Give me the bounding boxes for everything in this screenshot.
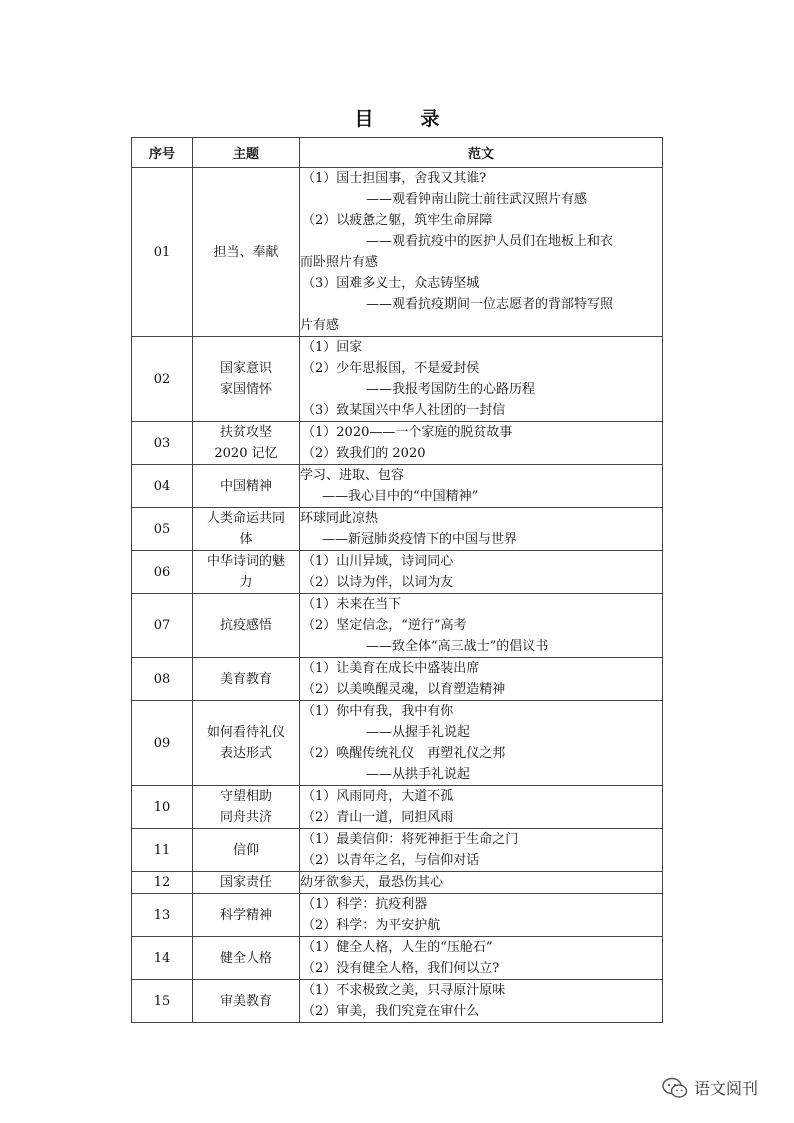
row-essays [300, 658, 663, 701]
topic-line: 国家责任 [219, 875, 272, 890]
essay-title: 学习、进取、包容 [300, 468, 405, 483]
row-number: 05 [132, 508, 193, 551]
row-essays [300, 168, 663, 337]
topic-line: 表达形式 [219, 746, 272, 761]
table-row [132, 894, 663, 937]
topic-line: 体 [239, 532, 253, 547]
row-topic [193, 465, 300, 508]
topic-line: 科学精神 [219, 907, 272, 923]
essay-title: （2）以美唤醒灵魂，以育塑造精神 [302, 682, 506, 697]
essay-title: 片有感 [300, 318, 340, 333]
essay-title: 幼牙欲参天，最恐伤其心 [300, 875, 444, 890]
table-row [132, 937, 663, 980]
topic-line: 审美教育 [219, 993, 272, 1009]
row-topic [193, 894, 300, 937]
essay-title: 而卧照片有感 [300, 255, 379, 270]
table-row [132, 658, 663, 701]
essay-subtitle: ——致全体“高三战士”的倡议书 [366, 639, 549, 654]
row-essays [300, 894, 663, 937]
row-essays [300, 786, 663, 829]
row-number: 02 [132, 337, 193, 422]
watermark-text: 语文阅刊 [694, 1079, 759, 1098]
row-number: 04 [132, 465, 193, 508]
essay-title: （2）科学：为平安护航 [302, 918, 441, 933]
essay-subtitle: ——观看抗疫期间一位志愿者的背部特写照 [366, 297, 614, 312]
essay-subtitle: ——观看钟南山院士前往武汉照片有感 [366, 192, 588, 207]
row-essays [300, 980, 663, 1023]
topic-line: 担当、奉献 [213, 244, 279, 260]
row-number: 07 [132, 594, 193, 658]
essay-title: （3）致某国兴中华人社团的一封信 [302, 403, 506, 418]
essay-title: （2）坚定信念，“逆行”高考 [302, 618, 467, 633]
essay-title: （2）唤醒传统礼仪 再塑礼仪之邦 [302, 746, 506, 761]
row-essays [300, 422, 663, 465]
row-number: 15 [132, 980, 193, 1023]
essay-title: （1）风雨同舟，大道不孤 [302, 789, 454, 804]
row-number: 14 [132, 937, 193, 980]
topic-line: 美育教育 [219, 671, 272, 687]
topic-line: 力 [239, 575, 253, 590]
topic-line: 人类命运共同 [206, 511, 285, 526]
table-row [132, 701, 663, 786]
essay-title: （2）审美，我们究竟在审什么 [302, 1004, 480, 1019]
essay-title: （2）以青年之名，与信仰对话 [302, 853, 480, 868]
essay-title: （2）以疲惫之躯，筑牢生命屏障 [302, 213, 493, 228]
essay-subtitle: ——从握手礼说起 [366, 725, 471, 740]
row-essays [300, 551, 663, 594]
essay-title: （1）2020——一个家庭的脱贫故事 [302, 425, 513, 440]
row-essays [300, 594, 663, 658]
essay-subtitle: ——我心目中的“中国精神” [322, 489, 479, 504]
contents-table [131, 137, 663, 1023]
table-row [132, 980, 663, 1023]
essay-title: （1）科学：抗疫利器 [302, 897, 428, 912]
topic-line: 健全人格 [219, 950, 272, 966]
table-row [132, 422, 663, 465]
essay-title: （1）山川异域，诗词同心 [302, 554, 454, 569]
header-topic: 主题 [193, 138, 300, 168]
table-row [132, 594, 663, 658]
essay-title: （2）青山一道，同担风雨 [302, 810, 454, 825]
essay-subtitle: ——观看抗疫中的医护人员们在地板上和衣 [366, 234, 614, 249]
topic-line: 抗疫感悟 [219, 618, 272, 633]
essay-title: （1）回家 [302, 340, 363, 355]
row-number: 03 [132, 422, 193, 465]
essay-title: （2）致我们的 2020 [302, 446, 426, 461]
row-essays [300, 337, 663, 422]
row-essays [300, 701, 663, 786]
essay-subtitle: ——我报考国防生的心路历程 [366, 382, 536, 397]
row-number: 11 [132, 829, 193, 872]
row-essays [300, 872, 663, 894]
topic-line: 中国精神 [219, 478, 272, 494]
row-topic [193, 937, 300, 980]
table-row [132, 168, 663, 337]
essay-subtitle: ——新冠肺炎疫情下的中国与世界 [322, 532, 518, 547]
row-topic [193, 594, 300, 658]
topic-line: 2020 记忆 [214, 446, 278, 461]
topic-line: 如何看待礼仪 [206, 725, 285, 740]
row-topic [193, 872, 300, 894]
header-content: 范文 [300, 138, 663, 168]
row-topic [193, 337, 300, 422]
row-number: 08 [132, 658, 193, 701]
row-essays [300, 508, 663, 551]
essay-title: （2）以诗为伴，以词为友 [302, 575, 454, 590]
row-topic [193, 701, 300, 786]
row-essays [300, 937, 663, 980]
table-row [132, 508, 663, 551]
table-row [132, 337, 663, 422]
table-row [132, 829, 663, 872]
row-topic [193, 551, 300, 594]
row-number: 01 [132, 168, 193, 337]
topic-line: 中华诗词的魅 [206, 554, 285, 569]
page-title: 目 录 [354, 108, 454, 130]
topic-line: 信仰 [232, 842, 259, 858]
topic-line: 扶贫攻坚 [219, 425, 272, 440]
essay-subtitle: ——从拱手礼说起 [366, 767, 471, 782]
topic-line: 家国情怀 [219, 382, 272, 397]
row-topic [193, 168, 300, 337]
row-number: 09 [132, 701, 193, 786]
row-number: 13 [132, 894, 193, 937]
row-essays [300, 465, 663, 508]
watermark [662, 1076, 758, 1099]
row-topic [193, 658, 300, 701]
row-number: 12 [132, 872, 193, 894]
essay-title: （2）没有健全人格，我们何以立? [302, 961, 500, 976]
row-topic [193, 508, 300, 551]
table-row [132, 872, 663, 894]
essay-title: （1）你中有我，我中有你 [302, 704, 454, 719]
essay-title: （1）健全人格，人生的“压舱石” [302, 940, 493, 955]
wechat-icon [662, 1077, 688, 1099]
table-row [132, 551, 663, 594]
topic-line: 国家意识 [219, 361, 272, 376]
essay-title: （1）不求极致之美，只寻原汁原味 [302, 983, 506, 998]
topic-line: 守望相助 [219, 789, 272, 804]
row-topic [193, 829, 300, 872]
row-number: 10 [132, 786, 193, 829]
row-topic [193, 980, 300, 1023]
row-topic [193, 786, 300, 829]
essay-title: （1）国士担国事，舍我又其谁? [302, 171, 487, 186]
table-row [132, 465, 663, 508]
essay-title: （2）少年思报国，不是爱封侯 [302, 361, 480, 376]
essay-title: 环球同此凉热 [300, 511, 379, 526]
row-essays [300, 829, 663, 872]
topic-line: 同舟共济 [219, 810, 272, 825]
row-number: 06 [132, 551, 193, 594]
essay-title: （3）国难多义士，众志铸坚城 [302, 276, 480, 291]
essay-title: （1）让美育在成长中盛装出席 [302, 661, 480, 676]
header-num: 序号 [132, 138, 193, 168]
table-body [132, 168, 663, 1023]
row-topic [193, 422, 300, 465]
essay-title: （1）未来在当下 [302, 597, 402, 612]
essay-title: （1）最美信仰：将死神拒于生命之门 [302, 832, 519, 847]
table-row [132, 786, 663, 829]
table-header-row [132, 138, 663, 168]
